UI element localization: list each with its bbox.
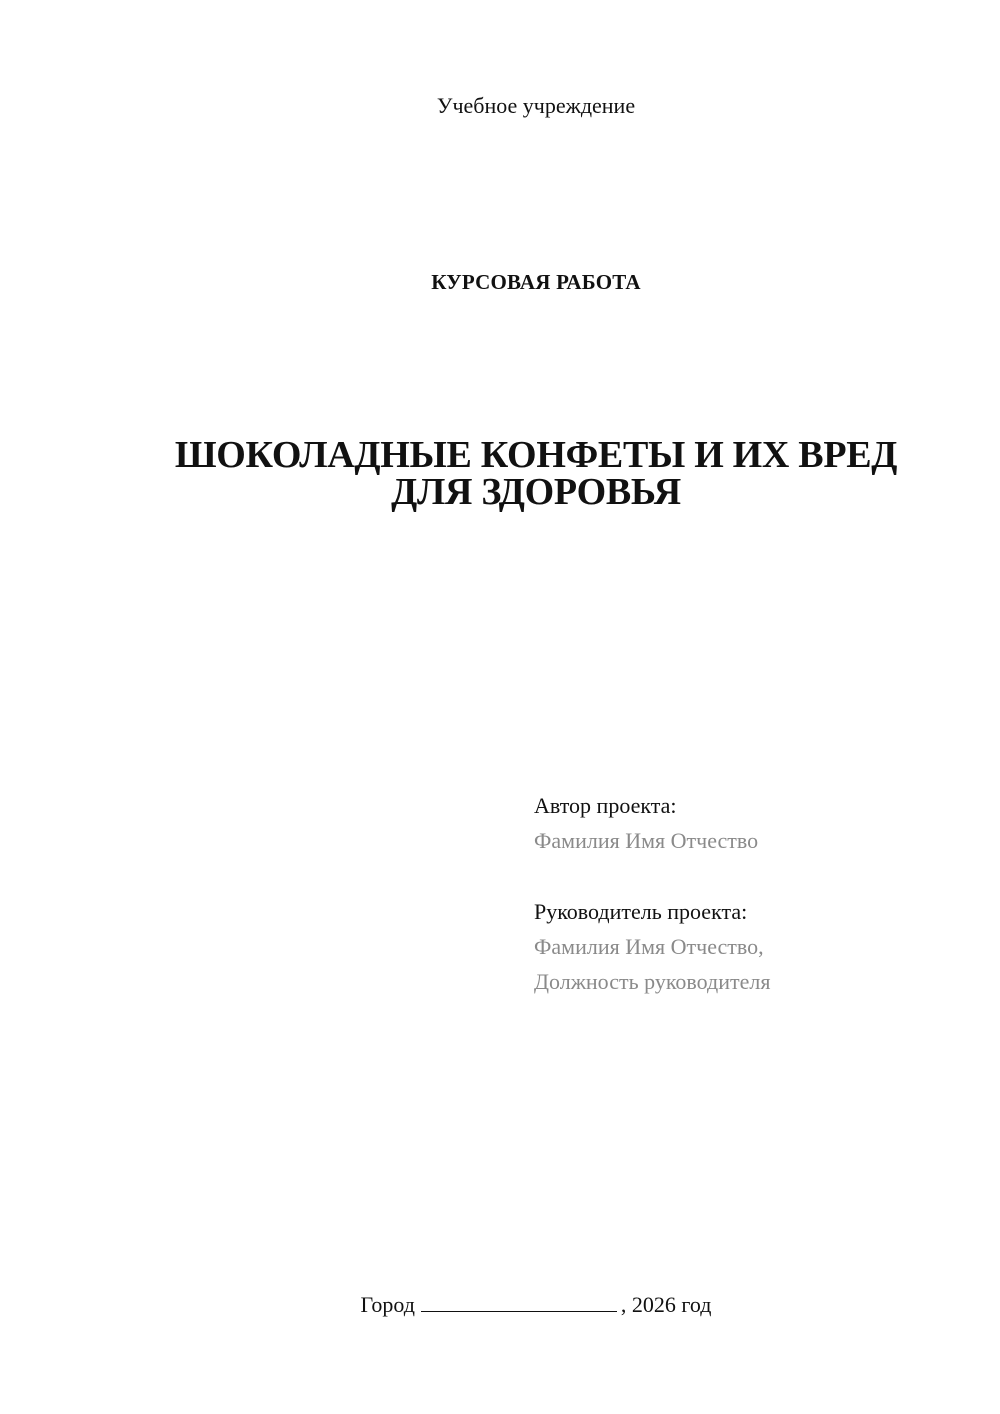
city-year-footer (0, 1291, 1000, 1319)
city-label: Город (360, 1292, 415, 1317)
supervisor-label: Руководитель проекта: (534, 899, 748, 924)
year-label: , 2026 год (620, 1292, 712, 1317)
document-title (0, 434, 1000, 513)
author-name: Фамилия Имя Отчество (534, 828, 759, 853)
supervisor-position: Должность руководителя (534, 969, 771, 994)
authors-block (534, 788, 974, 999)
document-type: КУРСОВАЯ РАБОТА (431, 270, 641, 294)
supervisor-name: Фамилия Имя Отчество, (534, 934, 764, 959)
city-blank-line (421, 1291, 617, 1312)
author-label: Автор проекта: (534, 793, 677, 818)
institution-name: Учебное учреждение (436, 93, 636, 118)
title-line-2: ДЛЯ ЗДОРОВЬЯ (391, 471, 681, 513)
title-line-1: ШОКОЛАДНЫЕ КОНФЕТЫ И ИХ ВРЕД (174, 434, 898, 476)
